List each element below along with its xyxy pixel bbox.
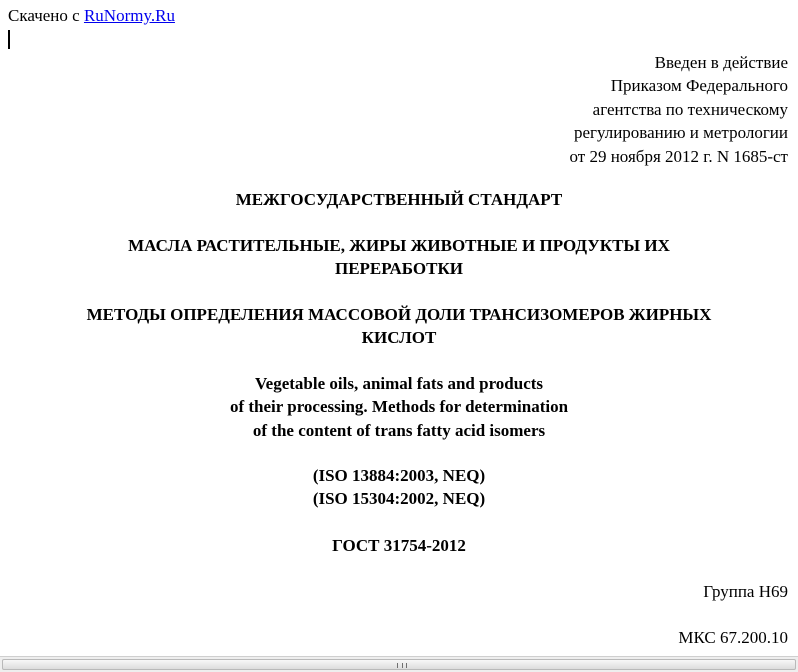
- title-en-line: Vegetable oils, animal fats and products: [254, 374, 544, 393]
- classification-group: Группа Н69: [703, 582, 788, 601]
- source-line: [8, 5, 175, 27]
- text-cursor: [8, 30, 10, 49]
- title-en-line: of their processing. Methods for determination: [229, 397, 569, 417]
- source-prefix: Скачено с: [8, 6, 80, 25]
- title-ru-products: [0, 234, 798, 281]
- gost-number: ГОСТ 31754-2012: [332, 536, 466, 555]
- title-line: МЕТОДЫ ОПРЕДЕЛЕНИЯ МАССОВОЙ ДОЛИ ТРАНСИЗОМЕРОВ ЖИРНЫХ: [86, 305, 712, 324]
- introduction-line: регулированию и метрологии: [573, 123, 788, 143]
- iso-reference: (ISO 15304:2002, NEQ): [312, 489, 486, 509]
- introduction-line: агентства по техническому: [592, 99, 788, 119]
- gost-number-heading: [0, 534, 798, 557]
- introduction-line: Приказом Федерального: [610, 76, 788, 96]
- iso-reference: (ISO 13884:2003, NEQ): [312, 466, 486, 485]
- introduction-order: [570, 51, 789, 168]
- title-english: [0, 372, 798, 442]
- title-line: ПЕРЕРАБОТКИ: [334, 259, 463, 279]
- horizontal-scrollbar[interactable]: [0, 656, 798, 672]
- scrollbar-thumb[interactable]: [2, 659, 796, 670]
- mks-code: МКС 67.200.10: [678, 628, 788, 647]
- title-ru-methods: [0, 303, 798, 350]
- source-link[interactable]: RuNormy.Ru: [83, 6, 175, 25]
- iso-references: [0, 464, 798, 511]
- standard-type-heading: [0, 188, 798, 211]
- standard-type: МЕЖГОСУДАРСТВЕННЫЙ СТАНДАРТ: [235, 190, 563, 209]
- title-en-line: of the content of trans fatty acid isomers: [252, 420, 546, 440]
- title-line: КИСЛОТ: [361, 328, 437, 348]
- introduction-line: Введен в действие: [654, 53, 788, 72]
- introduction-line: от 29 ноября 2012 г. N 1685-ст: [569, 146, 788, 166]
- grip-icon: [397, 663, 407, 668]
- title-line: МАСЛА РАСТИТЕЛЬНЫЕ, ЖИРЫ ЖИВОТНЫЕ И ПРОДУКТЫ ИХ: [128, 236, 670, 255]
